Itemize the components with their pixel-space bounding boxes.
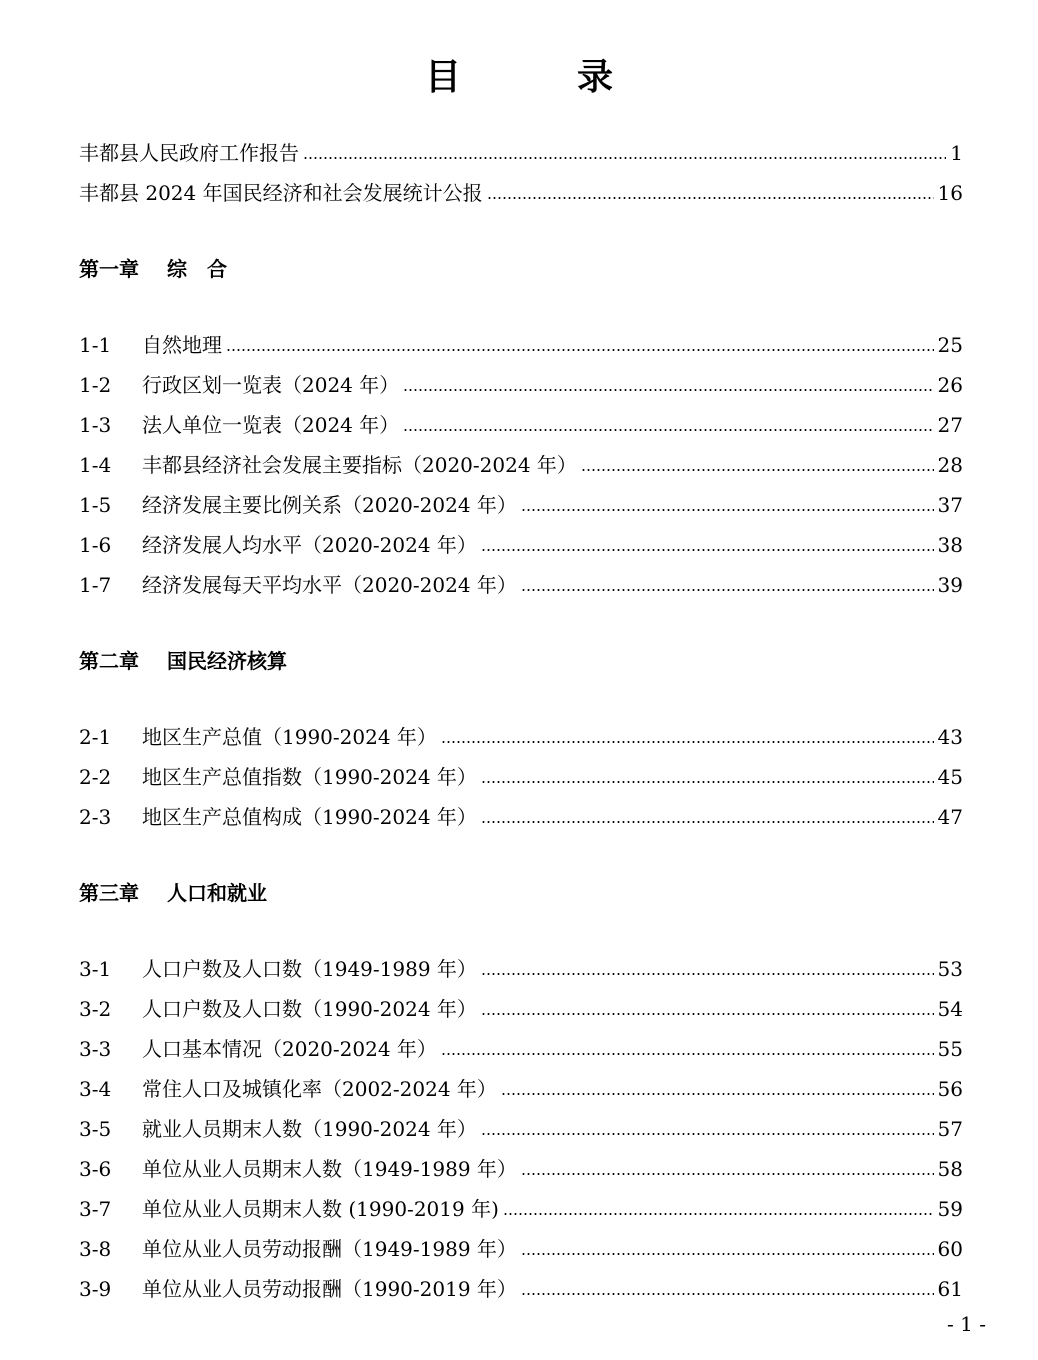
dot-leader [303,137,946,169]
dot-leader [581,449,934,481]
toc-entry-number: 3-3 [79,1037,112,1061]
toc-entry-number: 3-9 [79,1277,112,1301]
toc-entry-number: 1-2 [79,373,112,397]
toc-entry[interactable] [79,801,963,833]
toc-entry-text: 地区生产总值（1990-2024 年） [142,725,437,749]
toc-entry[interactable] [79,369,963,401]
toc-entry[interactable] [79,721,963,753]
toc-entry[interactable] [79,1113,963,1145]
toc-entry-number: 1-6 [79,533,112,557]
toc-entry-page: 59 [937,1197,963,1221]
toc-entry-number: 1-4 [79,453,112,477]
toc-entry-text: 丰都县人民政府工作报告 [79,141,299,165]
toc-entry-page: 37 [937,493,963,517]
toc-entry-number: 3-8 [79,1237,112,1261]
toc-entry-page: 38 [937,533,963,557]
toc-entry-text: 行政区划一览表（2024 年） [142,373,400,397]
toc-entry[interactable] [79,1193,963,1225]
dot-leader [521,1153,934,1185]
chapter-heading-3[interactable] [79,877,267,909]
toc-entry[interactable] [79,1033,963,1065]
toc-entry[interactable] [79,993,963,1025]
dot-leader [403,369,933,401]
toc-entry-page: 27 [937,413,963,437]
toc-entry-page: 25 [937,333,963,357]
toc-entry-number: 3-4 [79,1077,112,1101]
chapter-name: 人口和就业 [167,881,267,905]
chapter-label: 第一章 [79,257,139,281]
toc-entry-number: 3-5 [79,1117,112,1141]
toc-entry-page: 54 [937,997,963,1021]
toc-entry[interactable] [79,1153,963,1185]
toc-entry-text: 人口基本情况（2020-2024 年） [142,1037,437,1061]
toc-entry-page: 57 [937,1117,963,1141]
toc-entry-text: 人口户数及人口数（1949-1989 年） [142,957,477,981]
toc-entry-text: 丰都县经济社会发展主要指标（2020-2024 年） [142,453,577,477]
toc-entry[interactable] [79,569,963,601]
toc-entry-work-report[interactable] [79,137,963,169]
toc-entry-page: 26 [937,373,963,397]
dot-leader [226,329,934,361]
dot-leader [521,489,934,521]
toc-entry-text: 人口户数及人口数（1990-2024 年） [142,997,477,1021]
chapter-label: 第三章 [79,881,139,905]
dot-leader [481,529,934,561]
dot-leader [501,1073,934,1105]
toc-entry-page: 53 [937,957,963,981]
toc-entry-text: 经济发展主要比例关系（2020-2024 年） [142,493,517,517]
toc-entry-text: 地区生产总值构成（1990-2024 年） [142,805,477,829]
toc-entry-page: 47 [937,805,963,829]
toc-entry-statistical-bulletin[interactable] [79,177,963,209]
dot-leader [481,993,934,1025]
toc-entry-page: 45 [937,765,963,789]
page-number-footer: - 1 - [947,1312,986,1336]
toc-entry-number: 1-3 [79,413,112,437]
toc-entry-text: 丰都县 2024 年国民经济和社会发展统计公报 [79,181,483,205]
dot-leader [521,1273,934,1305]
toc-entry-text: 地区生产总值指数（1990-2024 年） [142,765,477,789]
toc-entry-text: 就业人员期末人数（1990-2024 年） [142,1117,477,1141]
toc-entry-number: 3-7 [79,1197,112,1221]
chapter-name: 综 合 [167,257,227,281]
toc-entry[interactable] [79,409,963,441]
toc-entry-page: 60 [937,1237,963,1261]
dot-leader [487,177,934,209]
toc-entry-page: 58 [937,1157,963,1181]
toc-entry-page: 55 [937,1037,963,1061]
dot-leader [521,1233,934,1265]
toc-entry-page: 1 [950,141,963,165]
toc-entry[interactable] [79,529,963,561]
page-title: 目 录 [424,56,653,98]
toc-entry-page: 28 [937,453,963,477]
toc-entry-text: 单位从业人员劳动报酬（1990-2019 年） [142,1277,517,1301]
toc-entry[interactable] [79,489,963,521]
chapter-heading-2[interactable] [79,645,287,677]
toc-entry-number: 1-5 [79,493,112,517]
dot-leader [441,721,934,753]
chapter-label: 第二章 [79,649,139,673]
dot-leader [403,409,933,441]
chapter-heading-1[interactable] [79,253,227,285]
toc-entry-text: 自然地理 [142,333,222,357]
toc-entry-text: 经济发展每天平均水平（2020-2024 年） [142,573,517,597]
toc-entry-text: 法人单位一览表（2024 年） [142,413,400,437]
toc-entry[interactable] [79,953,963,985]
toc-entry-number: 3-2 [79,997,112,1021]
toc-entry-text: 常住人口及城镇化率（2002-2024 年） [142,1077,497,1101]
dot-leader [521,569,934,601]
dot-leader [503,1193,934,1225]
toc-entry-number: 2-3 [79,805,112,829]
toc-entry[interactable] [79,1233,963,1265]
toc-entry-number: 2-1 [79,725,112,749]
toc-entry-number: 2-2 [79,765,112,789]
toc-entry-number: 1-1 [79,333,112,357]
toc-entry-number: 1-7 [79,573,112,597]
dot-leader [481,761,934,793]
toc-entry[interactable] [79,761,963,793]
dot-leader [441,1033,934,1065]
toc-entry-text: 单位从业人员劳动报酬（1949-1989 年） [142,1237,517,1261]
toc-entry-page: 39 [937,573,963,597]
toc-entry-number: 3-1 [79,957,112,981]
dot-leader [481,1113,934,1145]
chapter-name: 国民经济核算 [167,649,287,673]
dot-leader [481,953,934,985]
toc-entry-page: 61 [937,1277,963,1301]
toc-entry[interactable] [79,1273,963,1305]
toc-entry-text: 单位从业人员期末人数 (1990-2019 年) [142,1197,499,1221]
toc-entry-page: 56 [937,1077,963,1101]
toc-entry-page: 43 [937,725,963,749]
toc-entry-number: 3-6 [79,1157,112,1181]
toc-entry-text: 单位从业人员期末人数（1949-1989 年） [142,1157,517,1181]
toc-entry-text: 经济发展人均水平（2020-2024 年） [142,533,477,557]
toc-entry[interactable] [79,1073,963,1105]
toc-entry[interactable] [79,329,963,361]
toc-entry[interactable] [79,449,963,481]
toc-entry-page: 16 [937,181,963,205]
dot-leader [481,801,934,833]
